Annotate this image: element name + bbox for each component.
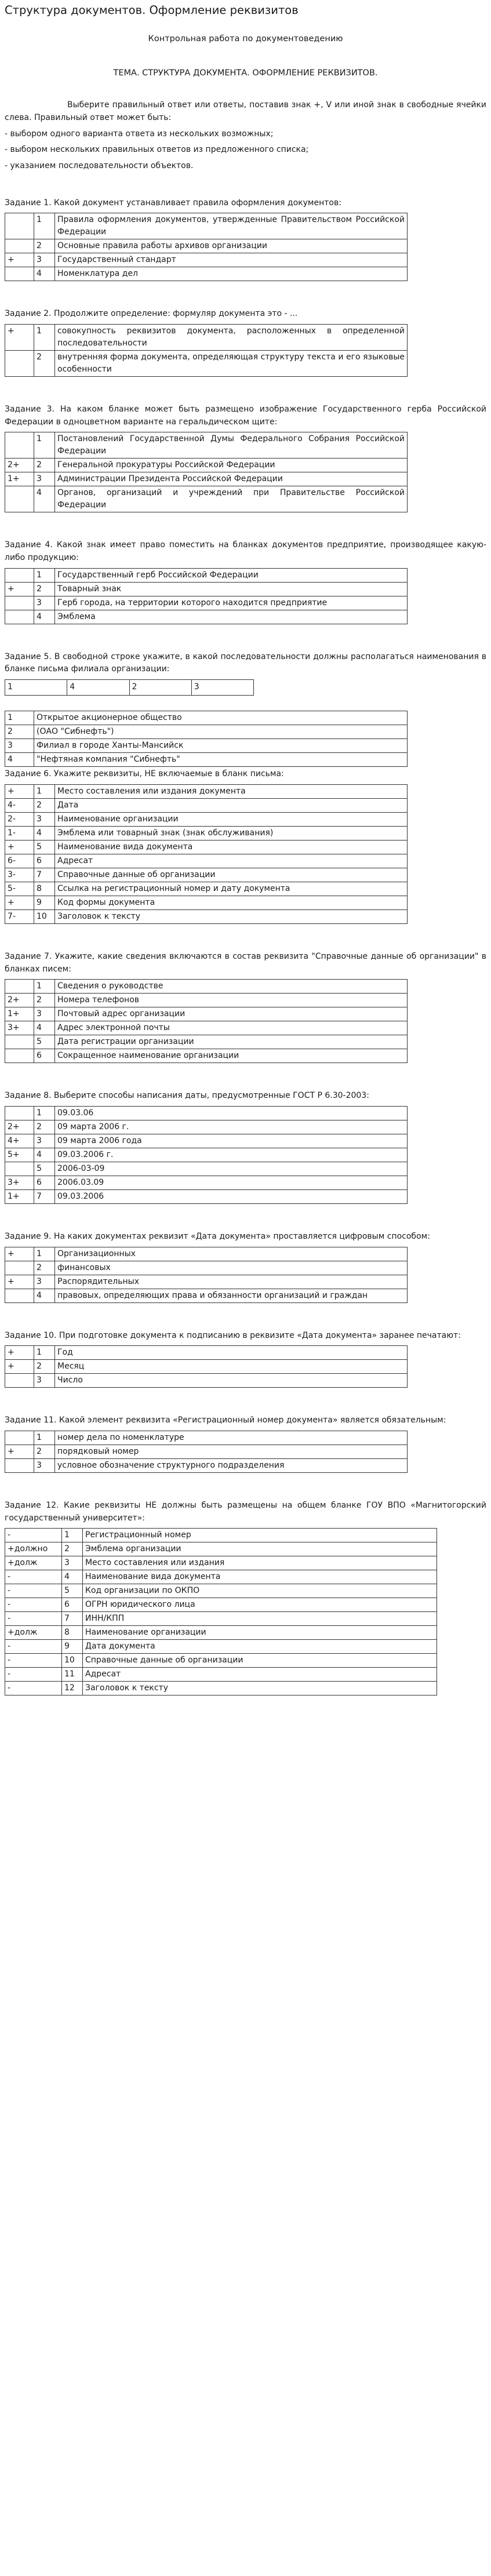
answer-row: [5, 826, 408, 840]
answer-mark-cell[interactable]: [5, 980, 34, 994]
option-text: Органов, организаций и учреждений при Правительстве Российской Федерации: [55, 486, 408, 512]
answer-mark-cell[interactable]: -: [5, 1598, 62, 1612]
answer-mark-cell[interactable]: 2-: [5, 812, 34, 826]
answer-mark-cell[interactable]: +: [5, 1360, 34, 1374]
option-number: 2: [34, 1120, 55, 1134]
option-text: Наименование организации: [55, 812, 408, 826]
option-number: 2: [34, 459, 55, 472]
answer-row: [5, 568, 408, 582]
option-text: порядковый номер: [55, 1445, 408, 1458]
option-number: 5: [34, 1162, 55, 1176]
option-number: 8: [34, 882, 55, 896]
option-text: Ссылка на регистрационный номер и дату документа: [55, 882, 408, 896]
option-number: 4: [34, 486, 55, 512]
option-number: 2: [34, 1445, 55, 1458]
option-number: 3: [34, 1134, 55, 1148]
option-number: 7: [62, 1612, 83, 1626]
answer-row: [5, 1570, 437, 1584]
answer-row: [5, 1289, 408, 1302]
option-text: Открытое акционерное общество: [34, 711, 408, 725]
answer-mark-cell[interactable]: +: [5, 1275, 34, 1289]
option-text: Эмблема или товарный знак (знак обслуживания): [55, 826, 408, 840]
order-answer-cell[interactable]: 2: [129, 680, 191, 696]
option-text: ИНН/КПП: [83, 1612, 437, 1626]
answer-row: [5, 267, 408, 281]
answer-table: [5, 432, 408, 512]
answer-mark-cell[interactable]: 2: [5, 725, 34, 739]
option-text: Генеральной прокуратуры Российской Федерации: [55, 459, 408, 472]
answer-row: [5, 1106, 408, 1120]
option-text: Сокращенное наименование организации: [55, 1049, 408, 1063]
answer-row: [5, 472, 408, 486]
order-answer-row: [5, 680, 254, 696]
answer-row: [5, 854, 408, 868]
answer-mark-cell[interactable]: [5, 1106, 34, 1120]
answer-mark-cell[interactable]: 2+: [5, 1120, 34, 1134]
answer-table: [5, 979, 408, 1063]
answer-row: [5, 994, 408, 1007]
option-number: 3: [34, 596, 55, 610]
option-number: 4: [34, 1289, 55, 1302]
answer-mark-cell[interactable]: 2+: [5, 459, 34, 472]
answer-mark-cell[interactable]: 3: [5, 739, 34, 753]
option-number: 2: [34, 1360, 55, 1374]
instructions: Выберите правильный ответ или ответы, поставив знак +, V или иной знак в свободные ячейки слева. Правильный ответ может быть:: [5, 100, 486, 122]
answer-mark-cell[interactable]: [5, 351, 34, 377]
answer-mark-cell[interactable]: 5+: [5, 1148, 34, 1162]
answer-row: [5, 1668, 437, 1682]
answer-table: [5, 784, 408, 924]
option-number: 10: [34, 909, 55, 923]
answer-row: [5, 1529, 437, 1542]
answer-mark-cell[interactable]: 6-: [5, 854, 34, 868]
option-number: 1: [34, 1346, 55, 1360]
theme-heading: ТЕМА. СТРУКТУРА ДОКУМЕНТА. ОФОРМЛЕНИЕ РЕКВИЗИТОВ.: [113, 68, 378, 78]
answer-row: [5, 882, 408, 896]
answer-mark-cell[interactable]: -: [5, 1612, 62, 1626]
option-text: Администрации Президента Российской Федерации: [55, 472, 408, 486]
task-prompt: Задание 9. На каких документах реквизит «Дата документа» проставляется цифровым способом:: [5, 1231, 430, 1241]
answer-mark-cell[interactable]: [5, 1289, 34, 1302]
answer-mark-cell[interactable]: [5, 213, 34, 239]
answer-mark-cell[interactable]: +: [5, 896, 34, 909]
answer-row: [5, 1374, 408, 1388]
option-number: 7: [34, 1189, 55, 1203]
option-number: 8: [62, 1626, 83, 1640]
answer-mark-cell[interactable]: [5, 1261, 34, 1275]
answer-mark-cell[interactable]: +: [5, 1445, 34, 1458]
option-text: Правила оформления документов, утвержденные Правительством Российской Федерации: [55, 213, 408, 239]
answer-mark-cell[interactable]: 1-: [5, 826, 34, 840]
order-answer-table: [5, 679, 254, 696]
option-number: 1: [34, 213, 55, 239]
option-text: Почтовый адрес организации: [55, 1007, 408, 1021]
option-text: Справочные данные об организации: [83, 1654, 437, 1668]
answer-mark-cell[interactable]: [5, 1374, 34, 1388]
task-prompt: Задание 1. Какой документ устанавливает правила оформления документов:: [5, 198, 341, 208]
tasks-container: [5, 197, 486, 1696]
option-number: 2: [34, 798, 55, 812]
answer-mark-cell[interactable]: 1+: [5, 1007, 34, 1021]
answer-mark-cell[interactable]: +: [5, 784, 34, 798]
answer-row: [5, 1261, 408, 1275]
option-text: Год: [55, 1346, 408, 1360]
option-text: Основные правила работы архивов организации: [55, 239, 408, 253]
answer-mark-cell[interactable]: [5, 1458, 34, 1472]
answer-row: [5, 213, 408, 239]
option-text: Эмблема организации: [83, 1542, 437, 1556]
answer-row: [5, 1148, 408, 1162]
answer-row: [5, 739, 408, 753]
option-number: 6: [62, 1598, 83, 1612]
option-text: условное обозначение структурного подразделения: [55, 1458, 408, 1472]
option-number: 1: [34, 325, 55, 351]
answer-mark-cell[interactable]: -: [5, 1654, 62, 1668]
option-text: Наименование организации: [83, 1626, 437, 1640]
answer-mark-cell[interactable]: [5, 267, 34, 281]
answer-row: [5, 1007, 408, 1021]
answer-row: [5, 1458, 408, 1472]
task-prompt: Задание 2. Продолжите определение: формуляр документа это - ...: [5, 309, 298, 319]
answer-row: [5, 1049, 408, 1063]
option-text: Дата: [55, 798, 408, 812]
answer-row: [5, 1120, 408, 1134]
option-text: Адресат: [55, 854, 408, 868]
option-number: 5: [34, 840, 55, 854]
option-line: - указанием последовательности объектов.: [5, 161, 194, 170]
answer-mark-cell[interactable]: [5, 239, 34, 253]
option-number: 6: [34, 1049, 55, 1063]
option-number: 11: [62, 1668, 83, 1682]
option-text: финансовых: [55, 1261, 408, 1275]
option-number: 3: [34, 472, 55, 486]
answer-row: [5, 1021, 408, 1035]
option-text: Месяц: [55, 1360, 408, 1374]
option-text: Адресат: [83, 1668, 437, 1682]
answer-mark-cell[interactable]: -: [5, 1584, 62, 1598]
answer-mark-cell[interactable]: 4-: [5, 798, 34, 812]
option-text: Дата регистрации организации: [55, 1035, 408, 1049]
answer-row: [5, 753, 408, 767]
answer-row: [5, 1626, 437, 1640]
option-text: Государственный герб Российской Федерации: [55, 568, 408, 582]
option-number: 1: [34, 432, 55, 459]
option-number: 12: [62, 1682, 83, 1695]
answer-mark-cell[interactable]: [5, 1162, 34, 1176]
answer-mark-cell[interactable]: [5, 568, 34, 582]
answer-table: [5, 1106, 408, 1204]
answer-row: [5, 840, 408, 854]
option-number: 4: [34, 1021, 55, 1035]
option-number: 1: [62, 1529, 83, 1542]
option-number: 1: [34, 1247, 55, 1261]
answer-mark-cell[interactable]: +: [5, 582, 34, 596]
answer-table: [5, 711, 408, 767]
option-text: номер дела по номенклатуре: [55, 1431, 408, 1445]
option-number: 3: [62, 1556, 83, 1570]
answer-row: [5, 1640, 437, 1654]
answer-mark-cell[interactable]: 1: [5, 711, 34, 725]
option-text: Место составления или издания: [83, 1556, 437, 1570]
answer-table: [5, 1528, 437, 1695]
option-number: 5: [34, 1035, 55, 1049]
option-text: 09.03.2006 г.: [55, 1148, 408, 1162]
option-text: Наименование вида документа: [83, 1570, 437, 1584]
answer-row: [5, 1654, 437, 1668]
answer-row: [5, 1275, 408, 1289]
option-text: Постановлений Государственной Думы Федерального Собрания Российской Федерации: [55, 432, 408, 459]
answer-row: [5, 239, 408, 253]
option-text: Организационных: [55, 1247, 408, 1261]
option-number: 2: [34, 351, 55, 377]
answer-mark-cell[interactable]: 1+: [5, 472, 34, 486]
answer-mark-cell[interactable]: 3+: [5, 1176, 34, 1189]
option-number: 4: [62, 1570, 83, 1584]
option-text: Номенклатура дел: [55, 267, 408, 281]
option-number: 5: [62, 1584, 83, 1598]
task-prompt: Задание 3. На каком бланке может быть размещено изображение Государственного герба Российской Федерации в одноцветном варианте на геральдическом щите:: [5, 405, 486, 427]
answer-row: [5, 1612, 437, 1626]
option-text: Заголовок к тексту: [83, 1682, 437, 1695]
option-text: "Нефтяная компания "Сибнефть": [34, 753, 408, 767]
answer-mark-cell[interactable]: +: [5, 840, 34, 854]
option-number: 2: [34, 239, 55, 253]
answer-mark-cell[interactable]: 1+: [5, 1189, 34, 1203]
subtitle: Контрольная работа по документоведению: [148, 34, 343, 44]
answer-mark-cell[interactable]: +должно: [5, 1542, 62, 1556]
option-number: 1: [34, 1106, 55, 1120]
answer-mark-cell[interactable]: +: [5, 253, 34, 267]
answer-mark-cell[interactable]: +: [5, 1247, 34, 1261]
answer-mark-cell[interactable]: -: [5, 1640, 62, 1654]
option-number: 2: [62, 1542, 83, 1556]
option-text: 09 марта 2006 г.: [55, 1120, 408, 1134]
option-text: Заголовок к тексту: [55, 909, 408, 923]
answer-row: [5, 725, 408, 739]
answer-mark-cell[interactable]: [5, 1049, 34, 1063]
answer-table: [5, 1345, 408, 1388]
answer-mark-cell[interactable]: +долж: [5, 1626, 62, 1640]
option-text: Герб города, на территории которого находится предприятие: [55, 596, 408, 610]
option-text: Дата документа: [83, 1640, 437, 1654]
option-text: 09.03.06: [55, 1106, 408, 1120]
option-text: Эмблема: [55, 610, 408, 624]
option-number: 3: [34, 1374, 55, 1388]
answer-mark-cell[interactable]: 7-: [5, 909, 34, 923]
order-answer-cell[interactable]: 4: [67, 680, 129, 696]
answer-row: [5, 351, 408, 377]
option-text: 09 марта 2006 года: [55, 1134, 408, 1148]
task-prompt: Задание 5. В свободной строке укажите, в какой последовательности должны располагаться наименования в бланке письма филиала организации:: [5, 652, 486, 674]
answer-row: [5, 909, 408, 923]
option-number: 4: [34, 267, 55, 281]
answer-row: [5, 1162, 408, 1176]
option-text: 2006-03-09: [55, 1162, 408, 1176]
answer-table: [5, 324, 408, 377]
task-prompt: Задание 6. Укажите реквизиты, НЕ включаемые в бланк письма:: [5, 769, 284, 779]
option-text: Филиал в городе Ханты-Мансийск: [34, 739, 408, 753]
option-text: Справочные данные об организации: [55, 868, 408, 882]
answer-mark-cell[interactable]: -: [5, 1529, 62, 1542]
answer-mark-cell[interactable]: 3-: [5, 868, 34, 882]
option-number: 3: [34, 253, 55, 267]
option-number: 3: [34, 1007, 55, 1021]
option-number: 1: [34, 784, 55, 798]
answer-row: [5, 711, 408, 725]
answer-row: [5, 582, 408, 596]
option-number: 2: [34, 1261, 55, 1275]
answer-mark-cell[interactable]: -: [5, 1682, 62, 1695]
order-answer-cell[interactable]: 3: [191, 680, 253, 696]
answer-row: [5, 868, 408, 882]
answer-row: [5, 486, 408, 512]
option-text: Номера телефонов: [55, 994, 408, 1007]
answer-mark-cell[interactable]: +долж: [5, 1556, 62, 1570]
answer-mark-cell[interactable]: 4: [5, 753, 34, 767]
answer-table: [5, 1431, 408, 1473]
option-number: 1: [34, 1431, 55, 1445]
option-text: правовых, определяющих права и обязанности организаций и граждан: [55, 1289, 408, 1302]
option-text: 2006.03.09: [55, 1176, 408, 1189]
answer-row: [5, 1598, 437, 1612]
answer-row: [5, 596, 408, 610]
answer-mark-cell[interactable]: -: [5, 1668, 62, 1682]
answer-row: [5, 1360, 408, 1374]
option-text: Адрес электронной почты: [55, 1021, 408, 1035]
option-text: Число: [55, 1374, 408, 1388]
option-text: Сведения о руководстве: [55, 980, 408, 994]
answer-row: [5, 1682, 437, 1695]
option-text: Место составления или издания документа: [55, 784, 408, 798]
answer-row: [5, 1445, 408, 1458]
answer-mark-cell[interactable]: -: [5, 1570, 62, 1584]
answer-row: [5, 459, 408, 472]
task-prompt: Задание 11. Какой элемент реквизита «Регистрационный номер документа» является обязательным:: [5, 1416, 446, 1425]
answer-row: [5, 253, 408, 267]
option-number: 1: [34, 568, 55, 582]
option-text: 09.03.2006: [55, 1189, 408, 1203]
option-number: 3: [34, 1275, 55, 1289]
answer-row: [5, 1189, 408, 1203]
option-number: 6: [34, 1176, 55, 1189]
option-number: 2: [34, 582, 55, 596]
option-number: 3: [34, 812, 55, 826]
option-number: 3: [34, 1458, 55, 1472]
option-text: Регистрационный номер: [83, 1529, 437, 1542]
answer-mark-cell[interactable]: [5, 1431, 34, 1445]
option-number: 7: [34, 868, 55, 882]
option-text: Код организации по ОКПО: [83, 1584, 437, 1598]
answer-mark-cell[interactable]: 3+: [5, 1021, 34, 1035]
answer-mark-cell[interactable]: +: [5, 325, 34, 351]
option-text: внутренняя форма документа, определяющая структуру текста и его языковые особенности: [55, 351, 408, 377]
answer-row: [5, 1346, 408, 1360]
task-prompt: Задание 8. Выберите способы написания даты, предусмотренные ГОСТ Р 6.30-2003:: [5, 1091, 369, 1101]
answer-mark-cell[interactable]: [5, 1035, 34, 1049]
answer-mark-cell[interactable]: 5-: [5, 882, 34, 896]
order-answer-cell[interactable]: 1: [5, 680, 67, 696]
answer-row: [5, 1556, 437, 1570]
option-number: 4: [34, 826, 55, 840]
option-text: совокупность реквизитов документа, расположенных в определенной последовательности: [55, 325, 408, 351]
answer-row: [5, 1134, 408, 1148]
answer-mark-cell[interactable]: [5, 596, 34, 610]
answer-row: [5, 980, 408, 994]
option-text: Наименование вида документа: [55, 840, 408, 854]
option-text: (ОАО "Сибнефть"): [34, 725, 408, 739]
option-number: 2: [34, 994, 55, 1007]
option-text: Распорядительных: [55, 1275, 408, 1289]
option-text: Код формы документа: [55, 896, 408, 909]
answer-table: [5, 568, 408, 624]
answer-mark-cell[interactable]: [5, 486, 34, 512]
option-text: ОГРН юридического лица: [83, 1598, 437, 1612]
option-line: - выбором нескольких правильных ответов из предложенного списка;: [5, 145, 309, 155]
option-text: Государственный стандарт: [55, 253, 408, 267]
answer-table: [5, 213, 408, 281]
answer-row: [5, 1176, 408, 1189]
answer-row: [5, 784, 408, 798]
option-number: 4: [34, 610, 55, 624]
answer-mark-cell[interactable]: [5, 610, 34, 624]
page-title: Структура документов. Оформление реквизитов: [5, 3, 299, 17]
task-prompt: Задание 12. Какие реквизиты НЕ должны быть размещены на общем бланке ГОУ ВПО «Магнитогорский государственный университет»:: [5, 1500, 486, 1523]
answer-mark-cell[interactable]: 2+: [5, 994, 34, 1007]
option-number: 9: [34, 896, 55, 909]
answer-row: [5, 1542, 437, 1556]
answer-row: [5, 1431, 408, 1445]
answer-row: [5, 1247, 408, 1261]
answer-row: [5, 812, 408, 826]
answer-row: [5, 610, 408, 624]
option-number: 9: [62, 1640, 83, 1654]
answer-row: [5, 1035, 408, 1049]
option-number: 4: [34, 1148, 55, 1162]
answer-row: [5, 325, 408, 351]
task-prompt: Задание 4. Какой знак имеет право поместить на бланках документов предприятие, производящее какую-либо продукцию:: [5, 540, 486, 563]
option-number: 1: [34, 980, 55, 994]
answer-mark-cell[interactable]: 4+: [5, 1134, 34, 1148]
answer-mark-cell[interactable]: [5, 432, 34, 459]
answer-row: [5, 896, 408, 909]
answer-table: [5, 1247, 408, 1303]
answer-row: [5, 1584, 437, 1598]
answer-mark-cell[interactable]: +: [5, 1346, 34, 1360]
answer-row: [5, 432, 408, 459]
option-text: Товарный знак: [55, 582, 408, 596]
answer-row: [5, 798, 408, 812]
task-prompt: Задание 10. При подготовке документа к подписанию в реквизите «Дата документа» заранее печатают:: [5, 1330, 461, 1340]
task-prompt: Задание 7. Укажите, какие сведения включаются в состав реквизита "Справочные данные об организации" в бланках писем:: [5, 951, 486, 974]
option-number: 6: [34, 854, 55, 868]
option-line: - выбором одного варианта ответа из нескольких возможных;: [5, 129, 274, 139]
option-number: 10: [62, 1654, 83, 1668]
